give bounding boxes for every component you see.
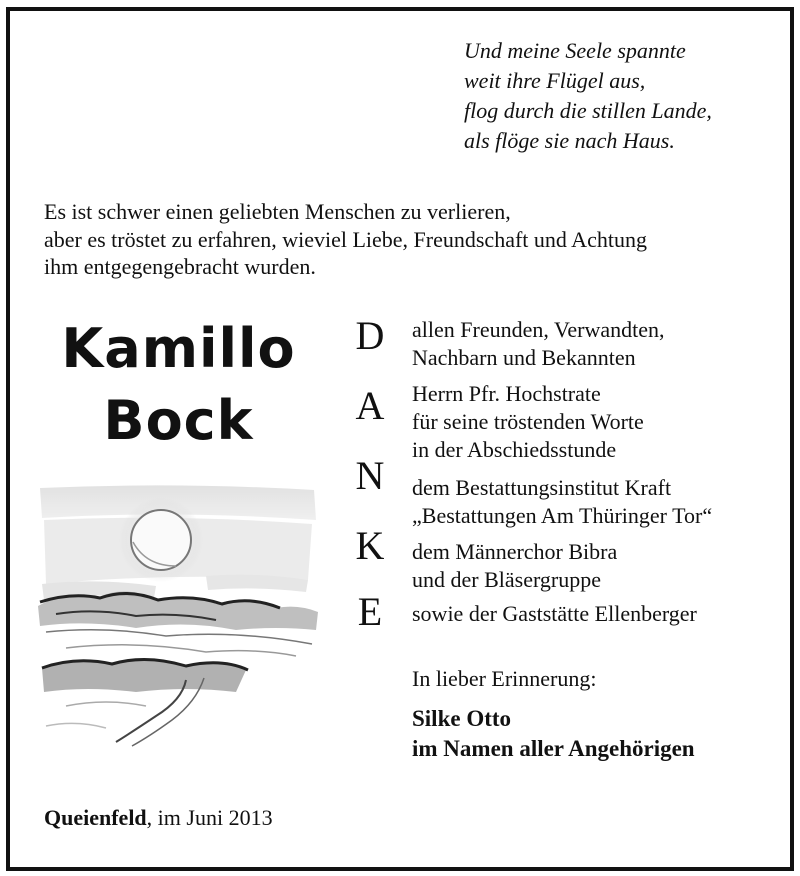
poem-verse (464, 36, 712, 156)
danke-letter: K (355, 523, 385, 568)
place-date: , im Juni 2013 (146, 805, 273, 830)
thanks-line: und der Bläsergruppe (412, 567, 601, 592)
thanks-line: für seine tröstenden Worte (412, 409, 644, 434)
thanks-line: dem Bestattungsinstitut Kraft (412, 475, 672, 500)
thanks-line: sowie der Gaststätte Ellenberger (412, 601, 697, 626)
closing-phrase: In lieber Erinnerung: (412, 666, 597, 691)
danke-letter: A (355, 383, 385, 428)
thanks-line: „Bestattungen Am Thüringer Tor“ (412, 503, 713, 528)
thanks-line: allen Freunden, Verwandten, (412, 317, 665, 342)
signer-name: Silke Otto (412, 706, 512, 731)
place-town: Queienfeld (44, 805, 147, 830)
poem-line: flog durch die stillen Lande, (464, 98, 712, 123)
poem-line: als flöge sie nach Haus. (464, 128, 675, 153)
thanks-line: Herrn Pfr. Hochstrate (412, 381, 601, 406)
thanks-entry (412, 316, 665, 372)
thanks-line: Nachbarn und Bekannten (412, 345, 636, 370)
poem-line: Und meine Seele spannte (464, 38, 686, 63)
deceased-first-name: Kamillo (61, 317, 296, 380)
sun-landscape-illustration (36, 480, 320, 756)
intro-line: aber es tröstet zu erfahren, wieviel Liebe, Freundschaft und Achtung (44, 226, 647, 252)
thanks-entry (412, 600, 697, 628)
intro-line: Es ist schwer einen geliebten Menschen zu verlieren, (44, 199, 511, 224)
thanks-entry (412, 538, 617, 594)
intro-line: ihm entgegengebracht wurden. (44, 254, 316, 279)
place-date-line (44, 804, 273, 832)
signer-block (412, 704, 695, 764)
poem-line: weit ihre Flügel aus, (464, 68, 646, 93)
danke-letter: N (355, 453, 385, 498)
thanks-entry (412, 474, 712, 530)
deceased-last-name: Bock (103, 389, 254, 452)
signer-line: im Namen aller Angehörigen (412, 736, 695, 761)
intro-paragraph (44, 198, 647, 281)
danke-letter: D (355, 313, 385, 358)
thanks-line: in der Abschiedsstunde (412, 437, 617, 462)
thanks-line: dem Männerchor Bibra (412, 539, 618, 564)
danke-letter: E (357, 589, 383, 634)
deceased-name (36, 313, 321, 457)
thanks-entry (412, 380, 644, 464)
